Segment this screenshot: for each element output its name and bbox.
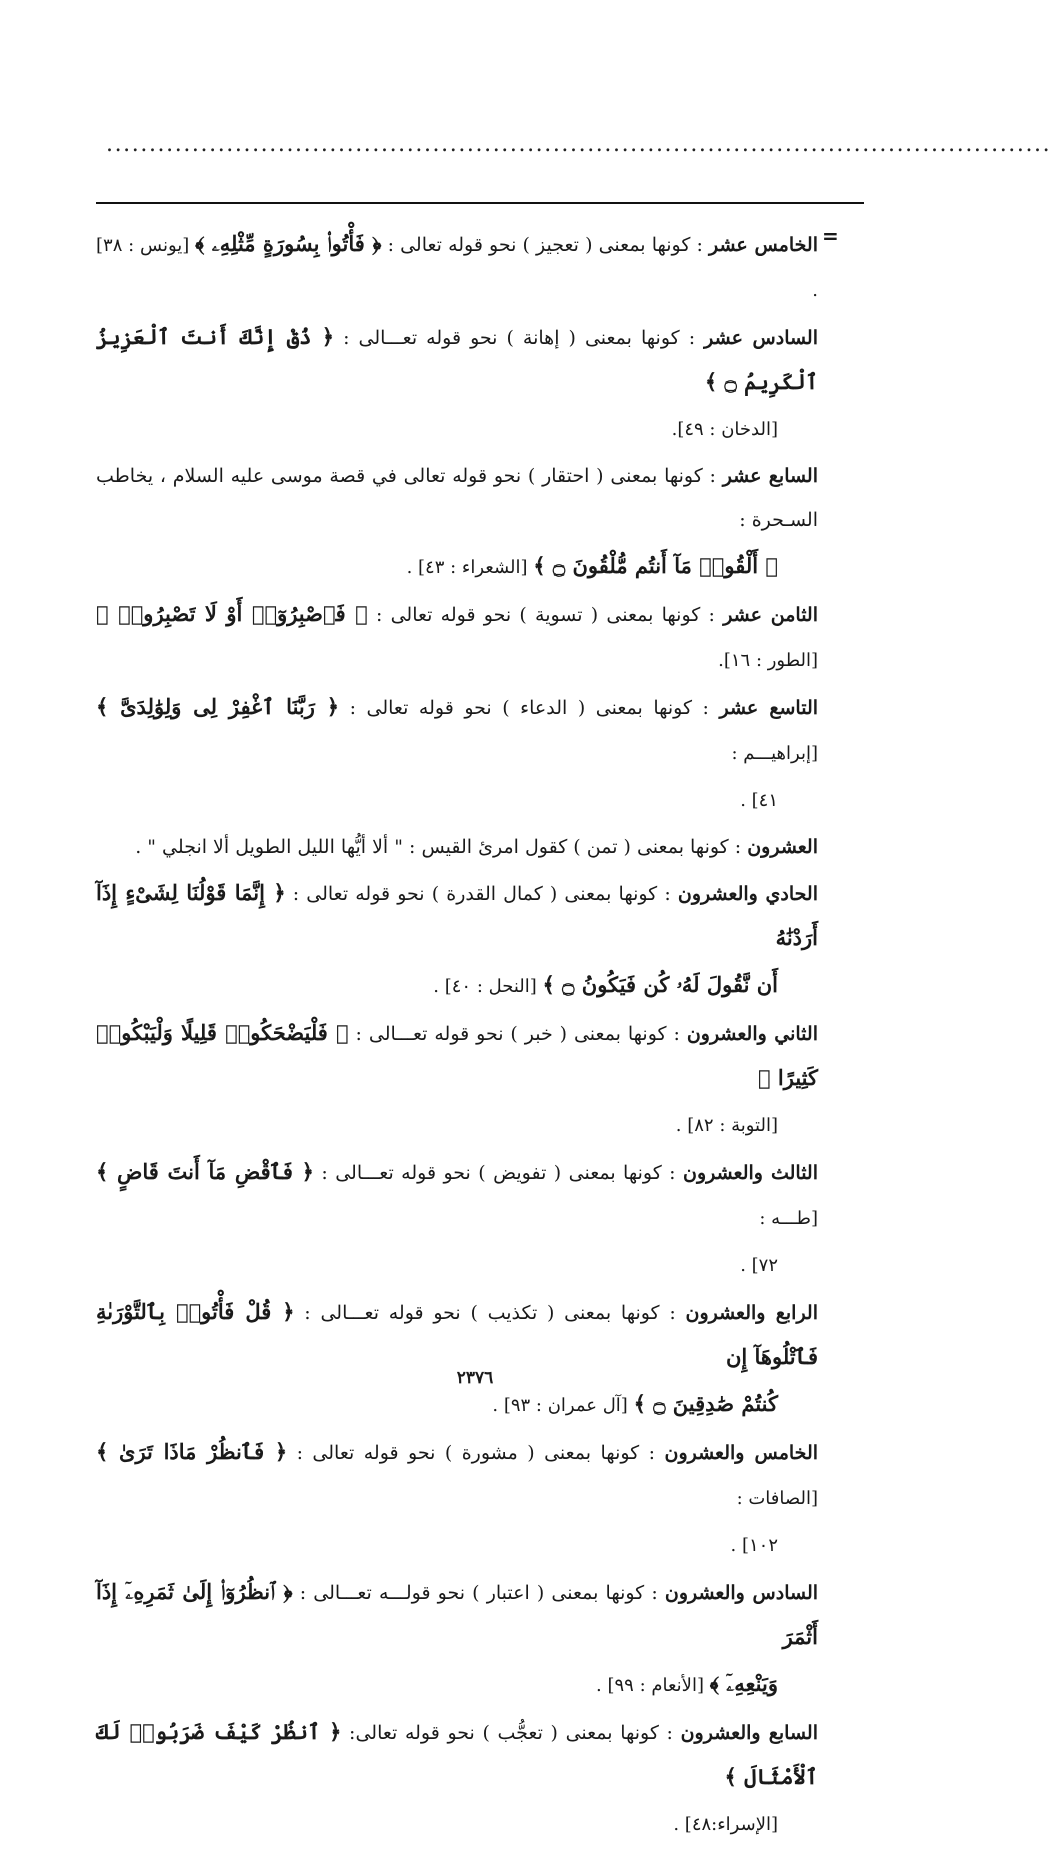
- quran-verse: ﴿ أَلْقُوا۟ مَآ أَنتُم مُّلْقُونَ ۝ ﴾: [533, 553, 778, 578]
- verse-reference: [طـــه :: [759, 1208, 818, 1229]
- verse-reference: [الأنعام : ٩٩] .: [596, 1675, 710, 1696]
- entry-continuation: [96, 1243, 818, 1288]
- quran-verse: ﴿ ذُقْ إِنَّكَ أَنتَ ٱلْعَزِيزُ ٱلْكَرِيمُ ۝ ﴾: [96, 324, 818, 394]
- meaning-entry: [96, 1150, 818, 1241]
- verse-reference: ٤١] .: [740, 790, 778, 811]
- entry-term: الثاني والعشرون: [686, 1023, 818, 1045]
- entry-description: : كونها بمعنى ( تعجُّب ) نحو قوله تعالى:: [341, 1722, 681, 1744]
- entry-term: الرابع والعشرون: [685, 1302, 818, 1324]
- meaning-entry: [96, 454, 818, 542]
- quran-verse: وَيَنْعِهِۦٓ ﴾: [709, 1671, 778, 1696]
- entry-description: : كونها بمعنى ( كمال القدرة ) نحو قوله تعالى :: [285, 883, 678, 905]
- entry-description: : كونها بمعنى ( اعتبار ) نحو قولـــه تعـــالى :: [292, 1582, 665, 1604]
- entry-term: التاسع عشر: [719, 697, 819, 719]
- entry-description: : كونها بمعنى ( مشورة ) نحو قوله تعالى :: [287, 1442, 665, 1464]
- entry-description: : كونها بمعنى ( تسوية ) نحو قوله تعالى :: [367, 604, 724, 626]
- verse-reference: [الطور : ١٦].: [718, 650, 818, 671]
- entry-term: العشرون: [747, 836, 818, 858]
- verse-reference: ٧٢] .: [740, 1255, 778, 1276]
- quran-verse: ﴿ فَأْتُوا۟ بِسُورَةٍ مِّثْلِهِۦ ﴾: [195, 231, 382, 256]
- entry-continuation: [96, 407, 818, 452]
- meaning-entry: [96, 222, 818, 313]
- entry-term: الحادي والعشرون: [677, 883, 818, 905]
- meaning-entry: [96, 871, 818, 961]
- entry-continuation: [96, 1523, 818, 1568]
- entry-term: السابع عشر: [722, 465, 819, 487]
- meaning-entry: [96, 825, 818, 869]
- quran-verse: ﴿ ٱنظُرُوٓا۟ إِلَىٰ ثَمَرِهِۦٓ إِذَآ أَثْمَرَ: [96, 1579, 818, 1649]
- meaning-entry: [96, 1430, 818, 1521]
- quran-verse: ﴿ قُلْ فَأْتُوا۟ بِٱلتَّوْرَىٰةِ فَٱتْلُوهَآ إِن: [96, 1299, 818, 1369]
- quran-verse: ﴿ فَٱصْبِرُوٓا۟ أَوْ لَا تَصْبِرُوا۟ ﴾: [96, 601, 368, 626]
- entry-term: الخامس والعشرون: [664, 1442, 819, 1464]
- verse-reference: [التوبة : ٨٢] .: [675, 1115, 778, 1136]
- entry-term: السادس والعشرون: [664, 1582, 819, 1604]
- dotted-separator: ..............................................................................................................: [106, 132, 1051, 157]
- horizontal-rule: [96, 202, 864, 204]
- meaning-entry: [96, 315, 818, 405]
- quran-verse: ﴿ فَٱقْضِ مَآ أَنتَ قَاضٍ ﴾: [96, 1159, 314, 1184]
- quran-verse: كُنتُمْ صَٰدِقِينَ ۝ ﴾: [633, 1391, 778, 1416]
- entry-description: : كونها بمعنى ( خبر ) نحو قوله تعـــالى :: [348, 1023, 687, 1045]
- entry-description: : كونها بمعنى ( تكذيب ) نحو قوله تعـــالى :: [294, 1302, 686, 1324]
- verse-reference: [إبراهيـــم :: [731, 743, 818, 764]
- entry-continuation: [96, 544, 818, 590]
- meaning-entry: [96, 1011, 818, 1101]
- continuation-dash: =: [822, 224, 839, 248]
- meaning-entry: [96, 1570, 818, 1660]
- verse-reference: ١٠٢] .: [730, 1535, 778, 1556]
- quran-verse: ﴿ إِنَّمَا قَوْلُنَا لِشَىْءٍ إِذَآ أَرَدْنَٰهُ: [96, 880, 818, 950]
- entry-description: : كونها بمعنى ( تمن ) كقول امرئ القيس : " ألا أيُّها الليل الطويل ألا انجلي " .: [135, 836, 748, 858]
- meaning-entry: [96, 1290, 818, 1380]
- quran-verse: ﴿ فَٱنظُرْ مَاذَا تَرَىٰ ﴾: [96, 1439, 288, 1464]
- verse-reference: [الشعراء : ٤٣] .: [406, 557, 534, 578]
- quran-verse: ﴿ رَبَّنَا ٱغْفِرْ لِى وَلِوَٰلِدَىَّ ﴾: [96, 694, 340, 719]
- entry-term: الثامن عشر: [723, 604, 818, 626]
- meaning-entry: [96, 685, 818, 776]
- entry-term: السابع والعشرون: [680, 1722, 818, 1744]
- entry-description: : كونها بمعنى ( احتقار ) نحو قوله تعالى في قصة موسى عليه السلام ، يخاطب السـحرة :: [96, 465, 818, 531]
- entry-continuation: [96, 1103, 818, 1148]
- verse-reference: [النحل : ٤٠] .: [433, 976, 543, 997]
- entry-term: الثالث والعشرون: [683, 1162, 819, 1184]
- entry-term: الخامس عشر: [709, 234, 818, 256]
- meaning-entry: [96, 1710, 818, 1800]
- verse-reference: [الصافات :: [736, 1488, 818, 1509]
- entry-term: السادس عشر: [704, 327, 818, 349]
- entry-continuation: [96, 1662, 818, 1708]
- quran-verse: ﴿ فَلْيَضْحَكُوا۟ قَلِيلًا وَلْيَبْكُوا۟ كَثِيرًا ﴾: [96, 1020, 818, 1090]
- entry-continuation: [96, 1382, 818, 1428]
- entry-description: : كونها بمعنى ( تعجيز ) نحو قوله تعالى :: [381, 234, 709, 256]
- page-number: ٢٣٧٦: [456, 1368, 494, 1388]
- page-body: [96, 222, 818, 1849]
- entry-description: : كونها بمعنى ( تفويض ) نحو قوله تعـــالى :: [313, 1162, 683, 1184]
- entry-description: : كونها بمعنى ( إهانة ) نحو قوله تعـــالى :: [334, 327, 705, 349]
- quran-verse: أَن نَّقُولَ لَهُۥ كُن فَيَكُونُ ۝ ﴾: [542, 972, 778, 997]
- quran-verse: ﴿ ٱنظُرْ كَيْفَ ضَرَبُوا۟ لَكَ ٱلْأَمْثَالَ ﴾: [96, 1719, 818, 1789]
- verse-reference: [آل عمران : ٩٣] .: [492, 1395, 634, 1416]
- entry-continuation: [96, 778, 818, 823]
- entry-continuation: [96, 963, 818, 1009]
- entry-continuation: [96, 1802, 818, 1847]
- verse-reference: [الإسراء:٤٨] .: [673, 1814, 778, 1835]
- verse-reference: [يونس : ٣٨] .: [96, 235, 818, 301]
- entry-description: : كونها بمعنى ( الدعاء ) نحو قوله تعالى :: [339, 697, 720, 719]
- meaning-entry: [96, 592, 818, 683]
- verse-reference: [الدخان : ٤٩].: [671, 419, 778, 440]
